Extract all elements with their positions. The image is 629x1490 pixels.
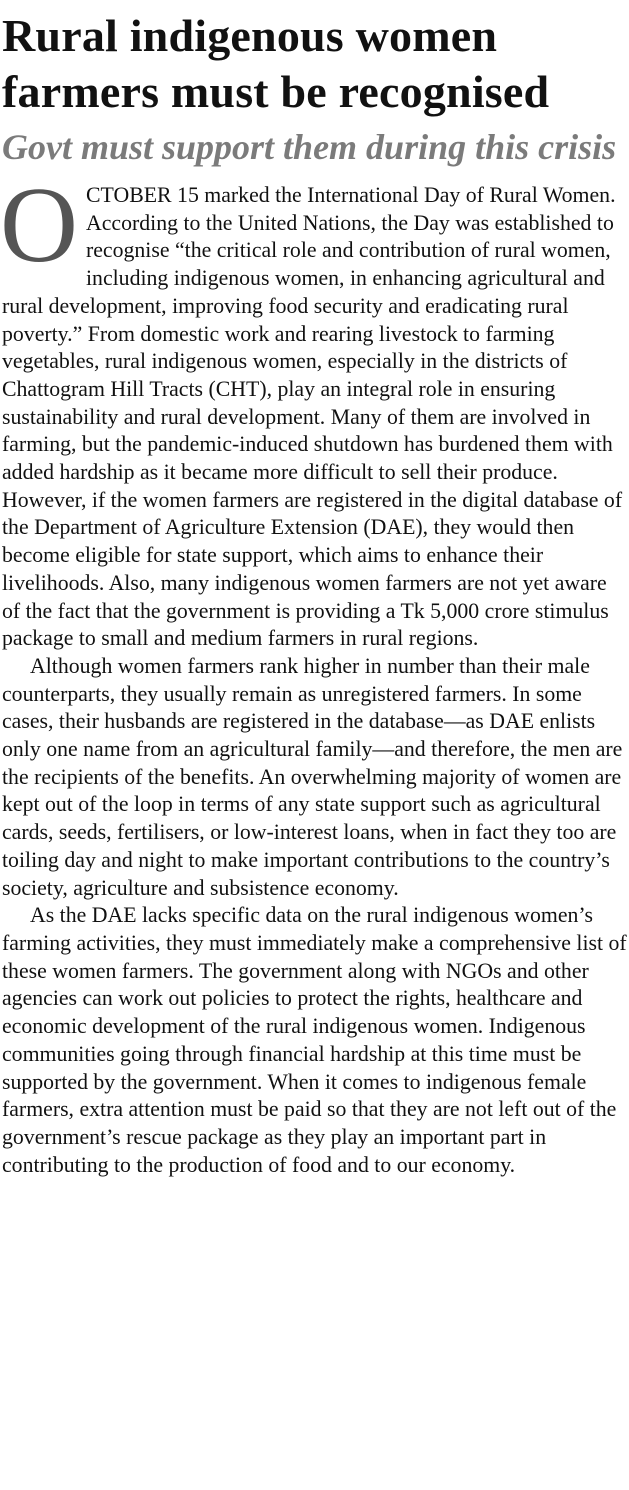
editorial-article <box>2 0 627 1179</box>
paragraph-3: As the DAE lacks specific data on the rural indigenous women’s farming activities, they must immediately make a comprehensive list of these women farmers. The government along with NGOs and other agencies can work out policies to protect the rights, healthcare and economic development of the rural indigenous women. Indigenous communities going through financial hardship at this time must be supported by the government. When it comes to indigenous female farmers, extra attention must be paid so that they are not left out of the government’s rescue package as they play an important part in contributing to the production of food and to our economy. <box>2 903 627 1177</box>
article-body <box>0 166 627 1179</box>
paragraph-1 <box>0 166 627 653</box>
paragraph-2: Although women farmers rank higher in number than their male counterparts, they usually remain as unregistered farmers. In some cases, their husbands are registered in the database—as DAE enlists only one name from an agricultural family—and therefore, the men are the recipients of the benefits. An overwhelming majority of women are kept out of the loop in terms of any state support such as agricultural cards, seeds, fertilisers, or low-interest loans, when in fact they too are toiling day and night to make important contributions to the country’s society, agriculture and subsistence economy. <box>2 653 623 900</box>
subheadline: Govt must support them during this crisis <box>2 127 617 167</box>
headline: Rural indigenous women farmers must be recognised <box>2 10 550 117</box>
drop-cap: O <box>0 166 78 285</box>
paragraph-1-text: CTOBER 15 marked the International Day of Rural Women. According to the United Nations, the Day was established to recognise “the critical role and contribution of rural women, including indigenous women, in enhancing agricultural and rural development, improving food security and eradicating rural poverty.” From domestic work and rearing livestock to farming vegetables, rural indigenous women, especially in the districts of Chattogram Hill Tracts (CHT), play an integral role in ensuring sustainability and rural development. Many of them are involved in farming, but the pandemic-induced shutdown has burdened them with added hardship as it became more difficult to sell their produce. However, if the women farmers are registered in the digital database of the Department of Agriculture Extension (DAE), they would then become eligible for state support, which aims to enhance their livelihoods. Also, many indigenous women farmers are not yet aware of the fact that the government is providing a Tk 5,000 crore stimulus package to small and medium farmers in rural regions. <box>2 183 623 651</box>
